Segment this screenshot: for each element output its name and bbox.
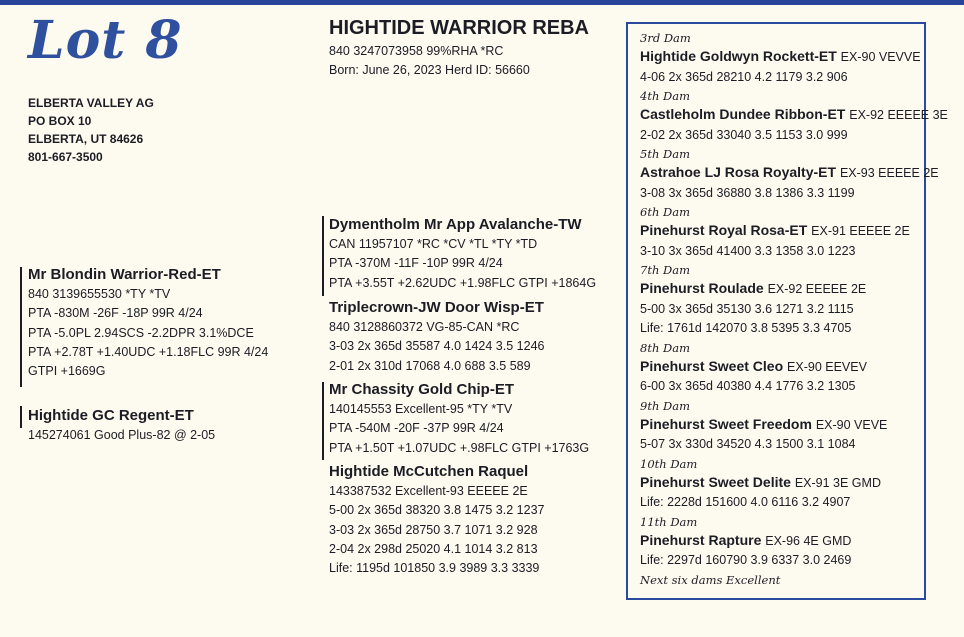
dam-entry-record: 3-10 3x 365d 41400 3.3 1358 3.0 1223 (640, 243, 856, 258)
dam-generation-label: 8th Dam (640, 340, 690, 355)
sire-line: 840 3139655530 *TY *TV (28, 287, 171, 301)
dam-generation-label: 5th Dam (640, 147, 690, 161)
dam-generation-label: 9th Dam (640, 398, 690, 413)
dam-entry-record: 2-02 2x 365d 33040 3.5 1153 3.0 999 (640, 127, 848, 142)
dam-sire-bracket (322, 382, 324, 460)
dam-dam-line: 2-04 2x 298d 25020 4.1 1014 3.2 813 (329, 541, 538, 556)
dam-dam-line: Life: 1195d 101850 3.9 3989 3.3 3339 (329, 561, 540, 576)
dam-entry-record: 5-00 3x 365d 35130 3.6 1271 3.2 1115 (640, 301, 854, 316)
dam-sire-line: 140145553 Excellent-95 *TY *TV (329, 402, 513, 416)
dam-generation-label: 4th Dam (640, 89, 690, 103)
dam-entry-score: EX-90 VEVVE (840, 50, 921, 64)
dam-dam-line: 143387532 Excellent-93 EEEEE 2E (329, 484, 528, 498)
dam-entry-record: 5-07 3x 330d 34520 4.3 1500 3.1 1084 (640, 437, 856, 451)
sire-bracket (20, 267, 22, 387)
dam-dam-block (329, 462, 544, 578)
dam-entry (640, 455, 924, 513)
consignor-po-box: PO BOX 10 (28, 114, 92, 128)
dam-entry-score: EX-90 VEVE (815, 417, 888, 432)
sire-sire-name: Dymentholm Mr App Avalanche-TW (329, 216, 582, 233)
sire-block (28, 265, 268, 381)
dam-entry (640, 513, 924, 571)
dam-dam-line: 5-00 2x 365d 38320 3.8 1475 3.2 1237 (329, 503, 545, 518)
animal-info (329, 42, 530, 81)
dam-entry (640, 87, 948, 145)
sire-dam-name: Triplecrown-JW Door Wisp-ET (329, 299, 544, 316)
consignor-address (28, 94, 154, 166)
dam-entry-score: EX-92 EEEEE 3E (849, 108, 948, 122)
dam-entry (640, 397, 924, 455)
dam-entry-name: Pinehurst Royal Rosa-ET EX-91 EEEEE 2E (640, 222, 910, 238)
dam-entry-name: Pinehurst Sweet Freedom EX-90 VEVE (640, 415, 888, 432)
sire-sire-line: PTA +3.55T +2.62UDC +1.98FLC GTPI +1864G (329, 275, 597, 290)
dam-entry-record: 4-06 2x 365d 28210 4.2 1179 3.2 906 (640, 69, 848, 84)
dam-entry-score: EX-93 EEEEE 2E (839, 166, 939, 180)
sire-line: GTPI +1669G (28, 364, 106, 379)
consignor-phone: 801-667-3500 (28, 150, 103, 164)
dam-entry-name: Pinehurst Roulade EX-92 EEEEE 2E (640, 280, 867, 296)
dam-entry-name: Castleholm Dundee Ribbon-ET EX-92 EEEEE 3E (640, 106, 948, 122)
dam-entry (640, 261, 924, 339)
top-accent-bar (0, 0, 964, 5)
dam-sire-block (329, 380, 589, 458)
dam-bracket (20, 406, 22, 428)
sire-sire-block (329, 215, 596, 293)
sire-line: PTA -5.0PL 2.94SCS -2.2DPR 3.1%DCE (28, 325, 254, 340)
dam-sire-line: PTA +1.50T +1.07UDC +.98FLC GTPI +1763G (329, 440, 590, 455)
dam-entry-score: EX-90 EEVEV (787, 359, 867, 374)
dam-dam-line: 3-03 2x 365d 28750 3.7 1071 3.2 928 (329, 522, 538, 537)
sire-dam-line: 2-01 2x 310d 17068 4.0 688 3.5 589 (329, 358, 531, 373)
dam-entry-record: 6-00 3x 365d 40380 4.4 1776 3.2 1305 (640, 379, 856, 393)
lot-title: Lot 8 (28, 10, 183, 71)
consignor-name: ELBERTA VALLEY AG (28, 96, 154, 110)
dam-entry-score: EX-91 EEEEE 2E (811, 224, 910, 238)
maternal-line-box (626, 22, 948, 600)
dam-entry-score: EX-91 3E GMD (794, 475, 881, 490)
consignor-city: ELBERTA, UT 84626 (28, 132, 144, 146)
dam-generation-label: 3rd Dam (640, 31, 691, 45)
dam-entry-score: EX-92 EEEEE 2E (767, 282, 867, 296)
sire-name: Mr Blondin Warrior-Red-ET (28, 266, 221, 283)
animal-born-line: Born: June 26, 2023 Herd ID: 56660 (329, 63, 530, 78)
dam-entry-record: 3-08 3x 365d 36880 3.8 1386 3.3 1199 (640, 185, 855, 200)
dam-name: Hightide GC Regent-ET (28, 407, 194, 424)
dam-entry (640, 203, 924, 261)
sire-sire-line: CAN 11957107 *RC *CV *TL *TY *TD (329, 237, 538, 251)
dam-entry-name: Pinehurst Sweet Cleo EX-90 EEVEV (640, 357, 867, 374)
dam-sire-line: PTA -540M -20F -37P 99R 4/24 (329, 421, 504, 436)
dam-dam-name: Hightide McCutchen Raquel (329, 463, 529, 480)
sire-sire-line: PTA -370M -11F -10P 99R 4/24 (329, 256, 503, 271)
sire-dam-line: 3-03 2x 365d 35587 4.0 1424 3.5 1246 (329, 339, 545, 354)
dam-generation-label: 11th Dam (640, 514, 698, 529)
dam-entry (640, 29, 924, 87)
dam-line: 145274061 Good Plus-82 @ 2-05 (28, 428, 216, 442)
dam-generation-label: 7th Dam (640, 263, 690, 277)
dam-entry-lifetime: Life: 1761d 142070 3.8 5395 3.3 4705 (640, 321, 852, 335)
dam-generation-label: 10th Dam (640, 456, 698, 471)
sire-line: PTA +2.78T +1.40UDC +1.18FLC 99R 4/24 (28, 344, 269, 359)
sire-dam-block (329, 298, 544, 376)
dam-entry-lifetime: Life: 2228d 151600 4.0 6116 3.2 4907 (640, 495, 851, 509)
sire-line: PTA -830M -26F -18P 99R 4/24 (28, 306, 203, 321)
dam-entry-score: EX-96 4E GMD (765, 533, 852, 548)
dam-entry-name: Pinehurst Rapture EX-96 4E GMD (640, 531, 852, 548)
dam-sire-name: Mr Chassity Gold Chip-ET (329, 381, 515, 398)
dam-entry-name: Astrahoe LJ Rosa Royalty-ET EX-93 EEEEE 2E (640, 164, 939, 180)
sire-dam-line: 840 3128860372 VG-85-CAN *RC (329, 320, 520, 334)
dams-footer-note: Next six dams Excellent (640, 572, 781, 587)
dam-entry-name: Hightide Goldwyn Rockett-ET EX-90 VEVVE (640, 48, 921, 64)
animal-id-line: 840 3247073958 99%RHA *RC (329, 44, 504, 58)
dam-block (28, 406, 215, 445)
sire-sire-bracket (322, 216, 324, 296)
animal-name: HIGHTIDE WARRIOR REBA (329, 17, 589, 39)
dam-entry-lifetime: Life: 2297d 160790 3.9 6337 3.0 2469 (640, 553, 852, 567)
dam-generation-label: 6th Dam (640, 205, 690, 219)
dam-entry-name: Pinehurst Sweet Delite EX-91 3E GMD (640, 473, 881, 490)
dam-entry (640, 339, 924, 397)
dam-entry (640, 145, 939, 203)
